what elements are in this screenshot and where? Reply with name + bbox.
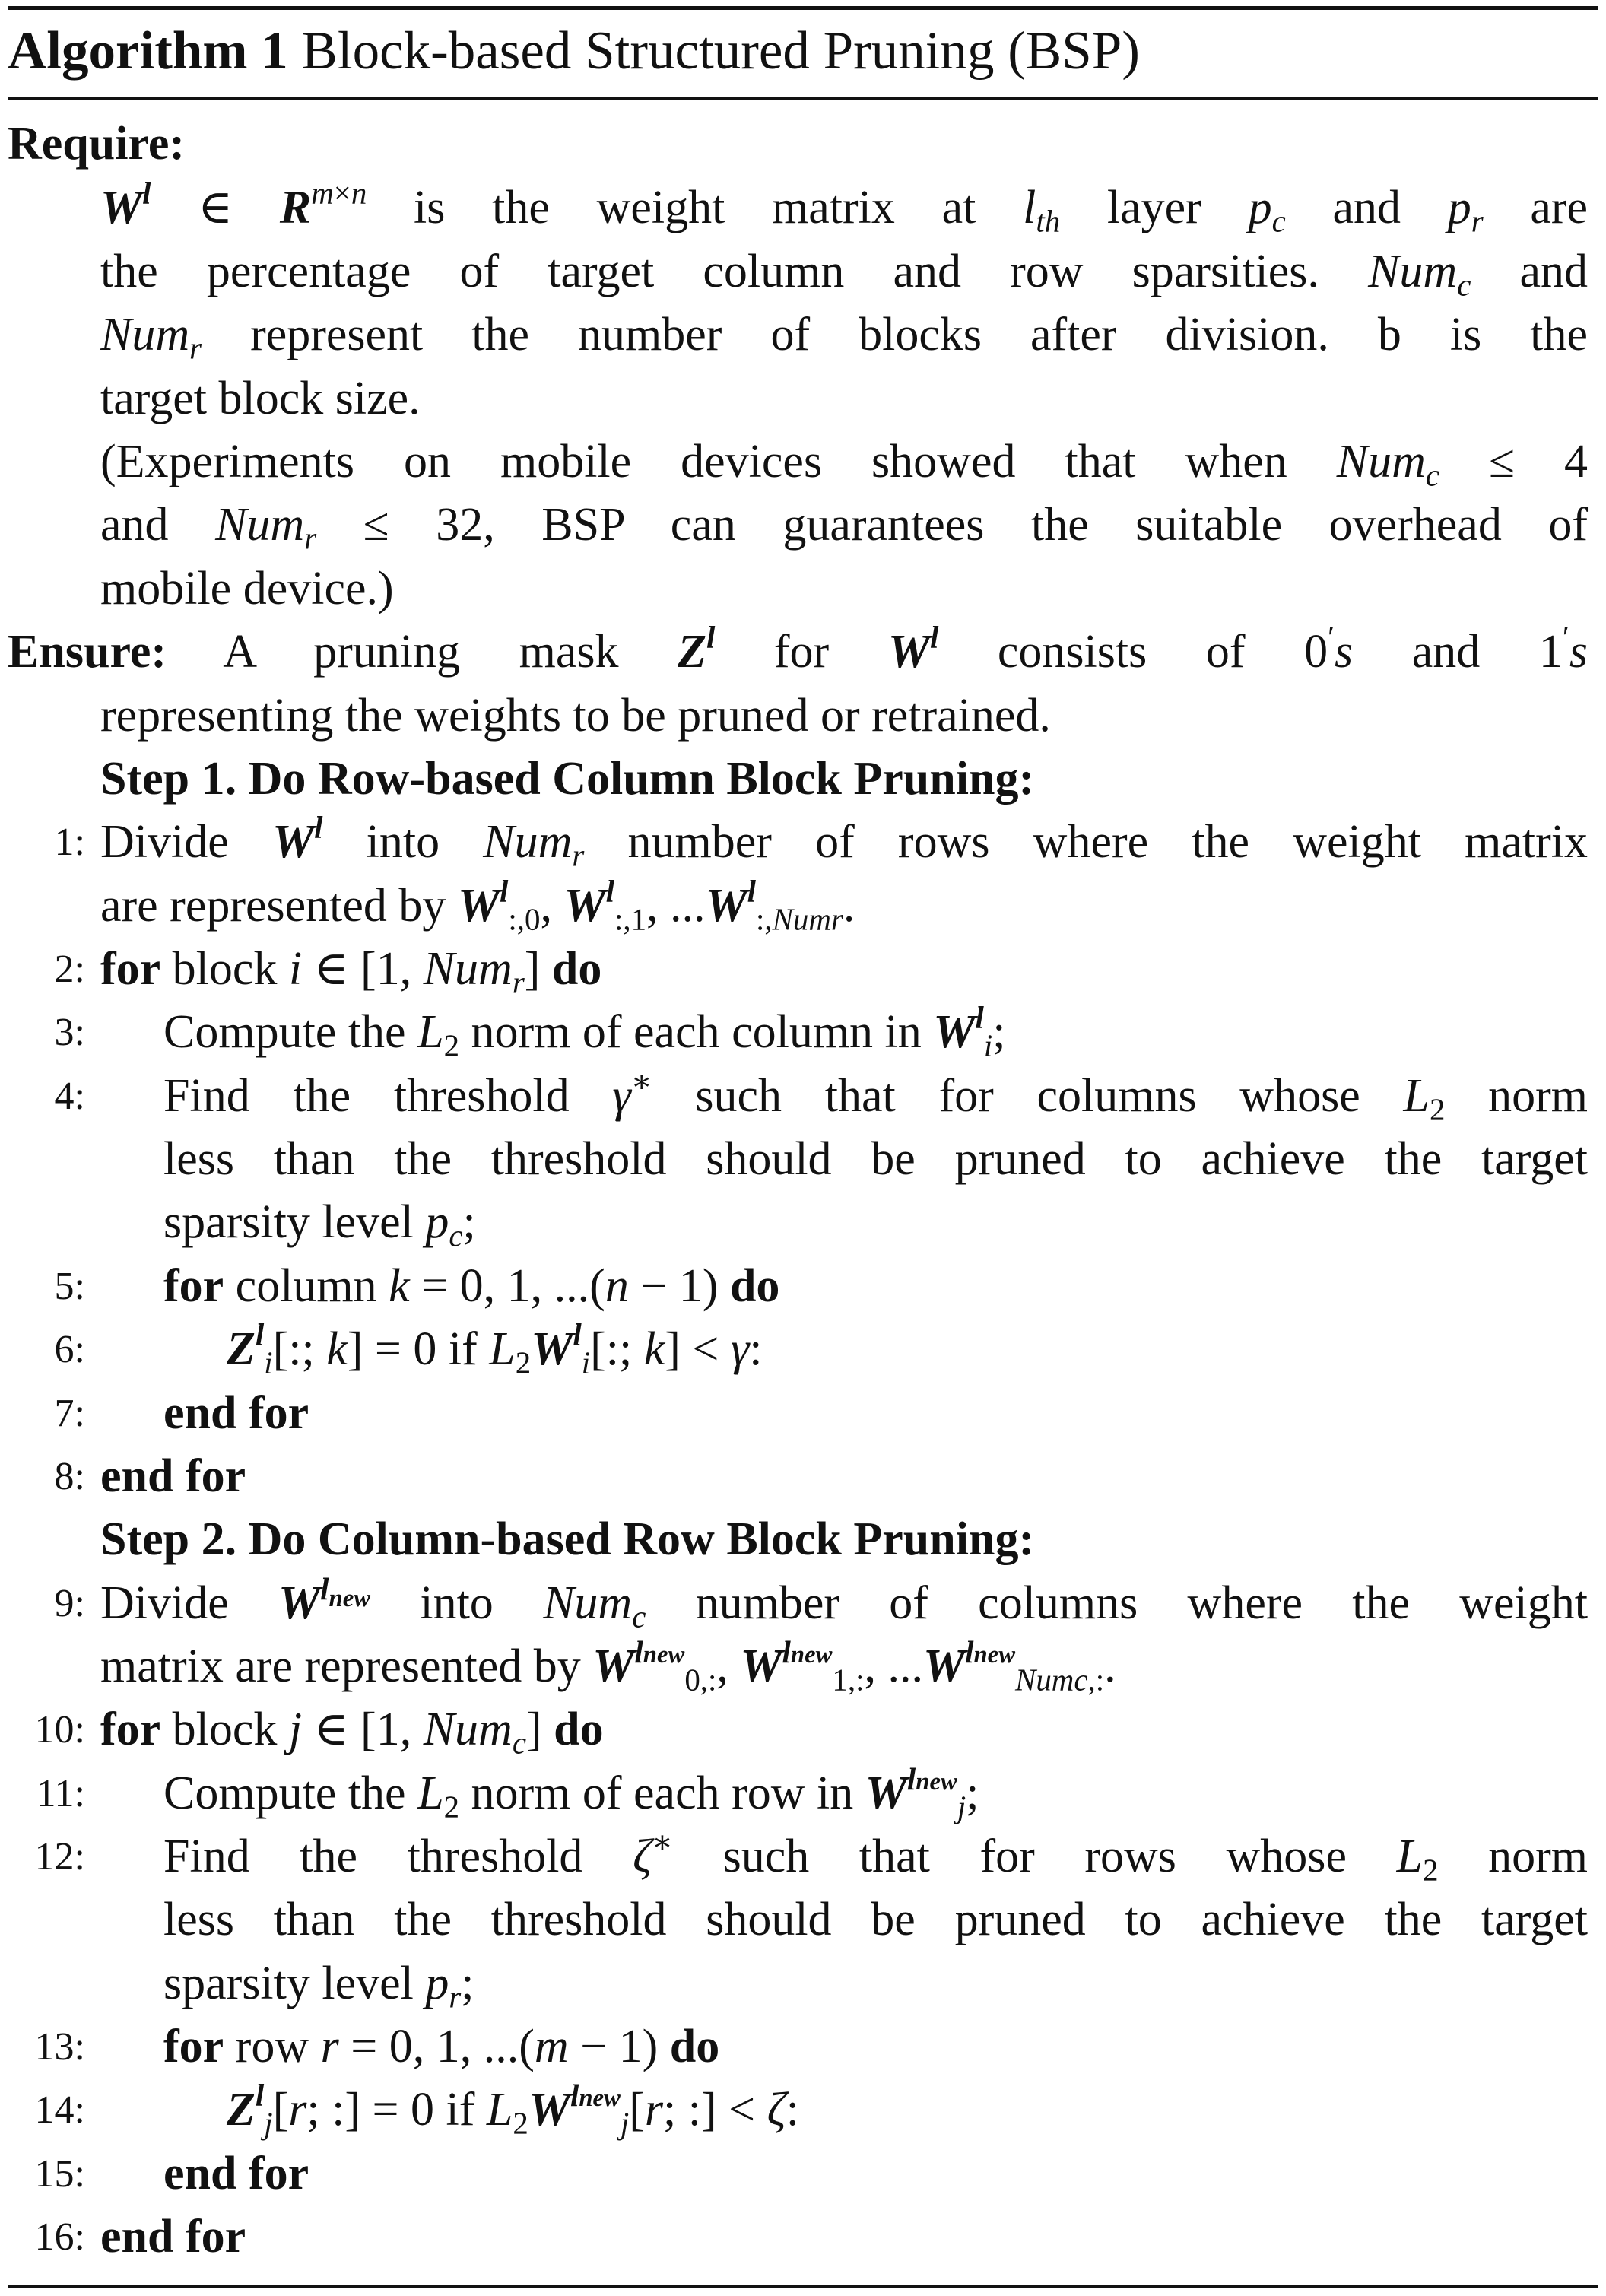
require-label: Require:: [8, 118, 186, 170]
line-number: 14:: [34, 2088, 85, 2132]
header-rule: [8, 97, 1598, 100]
step-line-15: end for: [163, 2148, 309, 2199]
step-line-16: end for: [100, 2211, 246, 2263]
line-number: 1:: [54, 821, 85, 864]
step-line-6: $Z^l_i$[:; k] = 0 if $L_2W^l_i$[:; k] < γ:: [227, 1317, 763, 1380]
step2-heading: Step 2. Do Column-based Row Block Pruning:: [100, 1513, 1035, 1565]
line-number: 7:: [54, 1392, 85, 1435]
algorithm-caption: [8, 17, 1588, 85]
step-line-10: for block j ∈ [1, Num$_c$] do: [100, 1704, 604, 1761]
step-line-11: Compute the $L_2$ norm of each row in $W^{lnew}_j$;: [163, 1761, 979, 1824]
line-number: 10:: [34, 1708, 85, 1751]
require-line-4: target block size.: [100, 373, 421, 424]
step-line-12: Find the threshold ζ∗ such that for rows whose $L_2$ norm: [163, 1824, 1589, 1888]
step-line-1-cont: are represented by $W^l_{:,0}$, $W^l_{:,1}$, $...W^l_{:,Numr}$.: [100, 874, 855, 937]
step-line-4-cont: less than the threshold should be pruned to achieve the target: [163, 1133, 1588, 1185]
line-number: 15:: [34, 2152, 85, 2196]
require-line-3: Num$_r$ represent the number of blocks after division. b is the: [100, 309, 1588, 366]
step-line-4-end: sparsity level $p_c$;: [163, 1196, 476, 1253]
line-number: 5:: [54, 1265, 85, 1308]
ensure-line-1: Ensure: A pruning mask $Z^l$ for $W^l$ consists of 0′s and 1′s: [8, 620, 1588, 678]
require-line-5: (Experiments on mobile devices showed that when Num$_c$ ≤ 4: [100, 436, 1589, 493]
line-number: 11:: [36, 1772, 85, 1815]
line-number: 6:: [54, 1328, 85, 1371]
line-number: 2:: [54, 948, 85, 991]
step-line-9-cont: matrix are represented by $W^{lnew}_{0,:}$, $W^{lnew}_{1,:}$, $...W^{lnew}_{Numc,:}$.: [100, 1634, 1116, 1697]
step-line-14: $Z^l_j[r$; :] = 0 if $L_2W^{lnew}_j[r$; :] < ζ:: [227, 2078, 799, 2141]
step-line-12-end: sparsity level $p_r$;: [163, 1958, 474, 2015]
line-number: 9:: [54, 1582, 85, 1625]
line-number: 8:: [54, 1455, 85, 1498]
require-line-7: mobile device.): [100, 563, 394, 614]
bottom-rule: [8, 2285, 1598, 2288]
line-number: 3:: [54, 1011, 85, 1054]
step-line-4: Find the threshold γ∗ such that for columns whose $L_2$ norm: [163, 1064, 1589, 1127]
step-line-2: for block i ∈ [1, Num$_r$] do: [100, 943, 602, 1000]
step1-heading: Step 1. Do Row-based Column Block Pruning:: [100, 753, 1035, 805]
algorithm-label: Algorithm 1: [8, 21, 288, 81]
line-number: 16:: [34, 2215, 85, 2259]
algorithm-title: Block-based Structured Pruning (BSP): [301, 21, 1140, 81]
line-number: 13:: [34, 2025, 85, 2069]
step-line-8: end for: [100, 1450, 246, 1502]
step-line-5: for column k = 0, 1, ...(n − 1) do: [163, 1260, 780, 1312]
line-number: 4:: [54, 1075, 85, 1118]
step-line-13: for row r = 0, 1, ...(m − 1) do: [163, 2021, 720, 2072]
line-number: 12:: [34, 1835, 85, 1878]
require-line-1: $W^l$ ∈ $R^{m\times n}$ is the weight matrix at $l_{th}$ layer $p_c$ and $p_r$ are: [100, 176, 1589, 239]
step-line-12-cont: less than the threshold should be pruned to achieve the target: [163, 1894, 1588, 1945]
ensure-line-2: representing the weights to be pruned or retrained.: [100, 690, 1051, 742]
require-line-2: the percentage of target column and row sparsities. Num$_c$ and: [100, 246, 1589, 303]
step-line-7: end for: [163, 1387, 309, 1439]
top-rule: [8, 6, 1598, 10]
step-line-1: Divide $W^l$ into Num$_r$ number of rows where the weight matrix: [100, 810, 1589, 873]
step-line-3: Compute the $L_2$ norm of each column in $W^l_i$;: [163, 1000, 1006, 1063]
step-line-9: Divide $W^{l_{new}}$ into Num$_c$ number of columns where the weight: [100, 1571, 1589, 1634]
require-line-6: and Num$_r$ ≤ 32, BSP can guarantees the suitable overhead of: [100, 499, 1588, 556]
